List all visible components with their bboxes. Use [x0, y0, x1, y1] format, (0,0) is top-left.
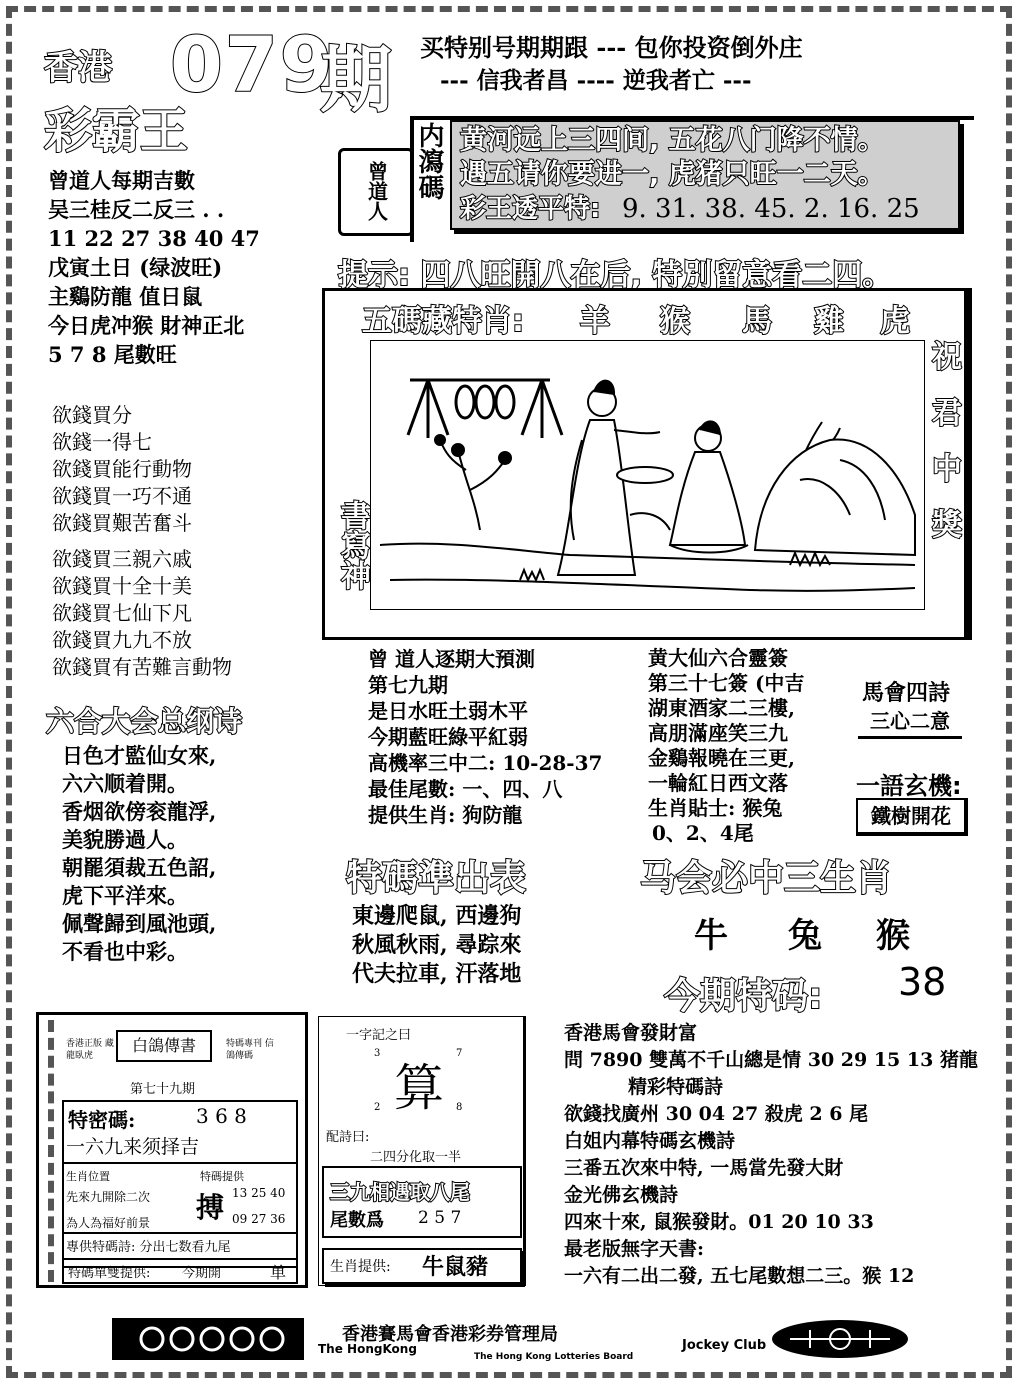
- poem-line: 美貌勝過人。: [62, 827, 188, 852]
- today-code-label: 今期特码:: [664, 976, 823, 1017]
- inside-code-line-1: 黄河远上三四间, 五花八门降不情。: [460, 125, 885, 156]
- inside-code-label: 彩王透平特:: [460, 194, 601, 224]
- brand-title: 彩霸王: [44, 103, 189, 159]
- tail-value: 2 5 7: [418, 1208, 462, 1228]
- zodiac-position-label: 生肖位置: [66, 1170, 110, 1183]
- left-vertical-text: 書寫神: [335, 500, 370, 590]
- poem-body: [62, 742, 216, 966]
- right-line: 問 7890 雙萬不千山總是情 30 29 15 13 猪龍: [564, 1049, 978, 1071]
- pigeon-divider-2: [62, 1232, 298, 1234]
- lot-line: 高朋滿座笑三九: [648, 721, 788, 745]
- wong-tai-sin-block: [648, 646, 804, 846]
- riddle-line: 欲錢買一巧不通: [52, 484, 192, 508]
- issue-qi: 期: [320, 38, 393, 122]
- special-tips-2: 09 27 36: [232, 1212, 286, 1226]
- one-word-title: 一字記之曰: [346, 1028, 412, 1043]
- corner-7: 7: [456, 1048, 463, 1059]
- animal-sheep: 羊: [580, 304, 610, 339]
- hk-label: 香港: [44, 48, 112, 88]
- lot-line: 湖東酒家二三樓,: [648, 696, 795, 720]
- right-line: 一六有二出二發, 五七尾數想二三。猴 12: [564, 1265, 915, 1287]
- zodiac-ox: 牛: [694, 916, 728, 956]
- poem-line: 香烟欲傍衮龍浮,: [62, 799, 217, 824]
- corner-8: 8: [456, 1102, 463, 1113]
- secret-code-value: 3 6 8: [196, 1104, 247, 1128]
- slogan-2: --- 信我者昌 ---- 逆我者亡 ---: [440, 67, 752, 94]
- tsang-logo: [338, 148, 414, 236]
- riddle-line: 欲錢買十全十美: [52, 574, 192, 598]
- pigeon-verse: 一六九来须择吉: [66, 1136, 200, 1158]
- zodiac-label: 生肖提供:: [330, 1259, 391, 1275]
- special-code-title: 特碼準出表: [346, 858, 527, 899]
- pigeon-title: 白鴿傳書: [116, 1030, 212, 1062]
- riddle-line: 欲錢買九九不放: [52, 628, 192, 652]
- animal-rooster: 雞: [814, 304, 844, 339]
- forecast-line: 是日水旺土弱木平: [368, 699, 528, 723]
- tsang-line: 11 22 27 38 40 47: [48, 226, 260, 251]
- riddle-line: 欲錢買艱苦奮斗: [52, 511, 192, 535]
- right-bottom-block: [564, 1020, 978, 1290]
- right-line: 三番五次來中特, 一馬當先發大財: [564, 1157, 844, 1179]
- forecast-line: 高機率三中二: 10-28-37: [368, 751, 603, 775]
- right-line: 金光佛玄機詩: [564, 1184, 679, 1206]
- zodiac-rabbit: 兔: [788, 916, 822, 956]
- zodiac-position-2: 為人為福好前景: [66, 1216, 151, 1230]
- wish-char: 君: [932, 396, 962, 431]
- lot-line: 0、2、4尾: [652, 821, 754, 845]
- corner-2: 2: [374, 1102, 381, 1113]
- right-line: 四來十來, 鼠猴發財。01 20 10 33: [564, 1211, 874, 1233]
- pigeon-left-small: 香港正版 藏龍臥虎: [66, 1039, 114, 1061]
- special-tips-char: 搏: [196, 1191, 225, 1224]
- forecast-line: 提供生肖: 狗防龍: [368, 803, 523, 827]
- pigeon-right-small: 特碼專刊 信鴿傳碼: [226, 1039, 274, 1061]
- today-code-value: 38: [898, 960, 947, 1004]
- special-line: 代夫拉車, 汗落地: [352, 961, 522, 987]
- slogan-1: 买特别号期期跟 --- 包你投资倒外庄: [420, 33, 803, 62]
- pigeon-divider: [62, 1162, 298, 1164]
- poem-title: 六合大会总纲诗: [46, 705, 243, 738]
- right-vertical-text: [930, 330, 964, 554]
- animal-horse: 馬: [742, 304, 772, 339]
- forecast-line: 今期藍旺綠平紅弱: [368, 725, 528, 749]
- inside-code-line-2: 遇五请你要进一, 虎猪只旺一二天。: [460, 159, 885, 190]
- footer-en-2: Jockey Club: [682, 1338, 767, 1353]
- illustration-two-women: [370, 340, 925, 610]
- animal-monkey: 猴: [660, 304, 690, 339]
- poem-line: 六六顺着開。: [62, 771, 188, 796]
- special-tips-label: 特碼提供: [200, 1170, 244, 1183]
- secret-code-label: 特密碼:: [68, 1108, 136, 1132]
- tsang-line: 5 7 8 尾數旺: [48, 342, 177, 367]
- riddle-line: 欲錢買三親六戚: [52, 547, 192, 571]
- special-poem-line: 專供特碼詩: 分出七数看九尾: [66, 1240, 231, 1255]
- odd-even-mid: 今期開: [182, 1266, 222, 1281]
- lot-line: 一輪紅日西文落: [648, 771, 788, 795]
- poem-line: 佩聲歸到風池頭,: [62, 911, 217, 936]
- lot-line: 生肖貼士: 猴兔: [648, 796, 783, 820]
- forecast-block: [368, 646, 602, 828]
- tsang-line: 今日虎冲猴 財神正北: [48, 313, 245, 338]
- riddle-line: 欲錢買有苦難言動物: [52, 655, 232, 679]
- riddle-line: 欲錢一得七: [52, 430, 152, 454]
- footer-en-3: The Hong Kong Lotteries Board: [474, 1352, 634, 1362]
- special-line: 東邊爬鼠, 西邊狗: [352, 903, 522, 929]
- hint-text: 提示: 四八旺開八在后, 特別留意看二四。: [338, 258, 893, 293]
- lotteries-board-logo: [770, 1318, 910, 1360]
- tsang-line: 吴三桂反二反三 . .: [48, 197, 225, 222]
- inside-code-tag: 内瀉碼: [414, 122, 444, 200]
- inside-code-numbers: 9. 31. 38. 45. 2. 16. 25: [621, 194, 920, 224]
- poem-line: 日色才監仙女來,: [62, 743, 217, 768]
- zodiac-position-1: 先來九開除二次: [66, 1190, 151, 1204]
- tsang-line: 主鷄防龍 值日鼠: [48, 284, 203, 309]
- riddle-line: 欲錢買分: [52, 403, 132, 427]
- poem-line: 虎下平洋來。: [62, 883, 188, 908]
- tsang-logo-text: 曾道人: [364, 161, 389, 221]
- one-word-mystery-box: 鐵樹開花: [856, 798, 968, 836]
- odd-even-label: 特碼單雙提供:: [68, 1266, 151, 1281]
- pigeon-issue: 第七十九期: [130, 1082, 196, 1097]
- wish-char: 獎: [932, 508, 962, 543]
- tsang-line: 戊寅土日 (绿波旺): [48, 255, 223, 280]
- lot-line: 金鷄報曉在三更,: [648, 746, 795, 770]
- corner-3: 3: [374, 1048, 381, 1059]
- right-line: 精彩特碼詩: [628, 1076, 724, 1098]
- issue-number: 079: [170, 20, 335, 109]
- four-poems-box: 三心二意: [858, 706, 962, 739]
- lot-line: 黄大仙六合靈簽: [648, 646, 788, 670]
- wish-char: 中: [932, 452, 962, 487]
- verse-text: 二四分化取一半: [370, 1150, 462, 1165]
- animal-tiger: 虎: [880, 304, 910, 339]
- lot-line: 第三十七簽 (中吉: [648, 671, 805, 695]
- right-line: 最老版無字天書:: [564, 1238, 705, 1260]
- zodiac-monkey: 猴: [876, 916, 910, 956]
- footer-en-1: The HongKong: [318, 1342, 417, 1356]
- right-line: 欲錢找廣州 30 04 27 殺虎 2 6 尾: [564, 1103, 869, 1125]
- poem-line: 不看也中彩。: [62, 939, 188, 964]
- special-code-block: [352, 902, 521, 989]
- special-line: 秋風秋雨, 尋踪來: [352, 932, 522, 958]
- tsang-lucky-numbers: [48, 166, 260, 369]
- forecast-line: 曾 道人逐期大預測: [368, 647, 535, 671]
- wish-char: 祝: [932, 340, 962, 375]
- right-line: 香港馬會發財富: [564, 1022, 698, 1044]
- want-money-group-2: [52, 546, 232, 681]
- one-word-mystery-title: 一語玄機:: [856, 772, 962, 800]
- tail-title: 三九相遇取八尾: [330, 1180, 470, 1204]
- four-poems-title: 馬會四詩: [862, 681, 951, 706]
- forecast-line: 最佳尾數: 一、四、八: [368, 777, 563, 801]
- five-code-label: 五碼藏特肖:: [362, 304, 524, 339]
- footer-cn: 香港賽馬會香港彩券管理局: [342, 1324, 558, 1345]
- riddle-line: 欲錢買七仙下凡: [52, 601, 192, 625]
- want-money-group-1: [52, 402, 192, 537]
- one-word-char: 算: [394, 1059, 444, 1117]
- forecast-line: 第七九期: [368, 673, 448, 697]
- three-zodiac-title: 马会必中三生肖: [640, 858, 893, 899]
- right-line: 白姐内幕特碼玄機詩: [564, 1130, 736, 1152]
- tsang-line: 曾道人每期吉數: [48, 168, 195, 193]
- verse-label: 配詩曰:: [326, 1130, 370, 1145]
- tail-label: 尾數爲: [330, 1210, 384, 1231]
- inside-code-box: [450, 120, 960, 230]
- special-tips-1: 13 25 40: [232, 1186, 286, 1200]
- zodiac-value: 牛鼠豬: [422, 1254, 489, 1280]
- odd-even-value: 单: [270, 1263, 287, 1282]
- jockey-club-logo: [112, 1318, 304, 1360]
- poem-line: 朝罷須裁五色詔,: [62, 855, 217, 880]
- riddle-line: 欲錢買能行動物: [52, 457, 192, 481]
